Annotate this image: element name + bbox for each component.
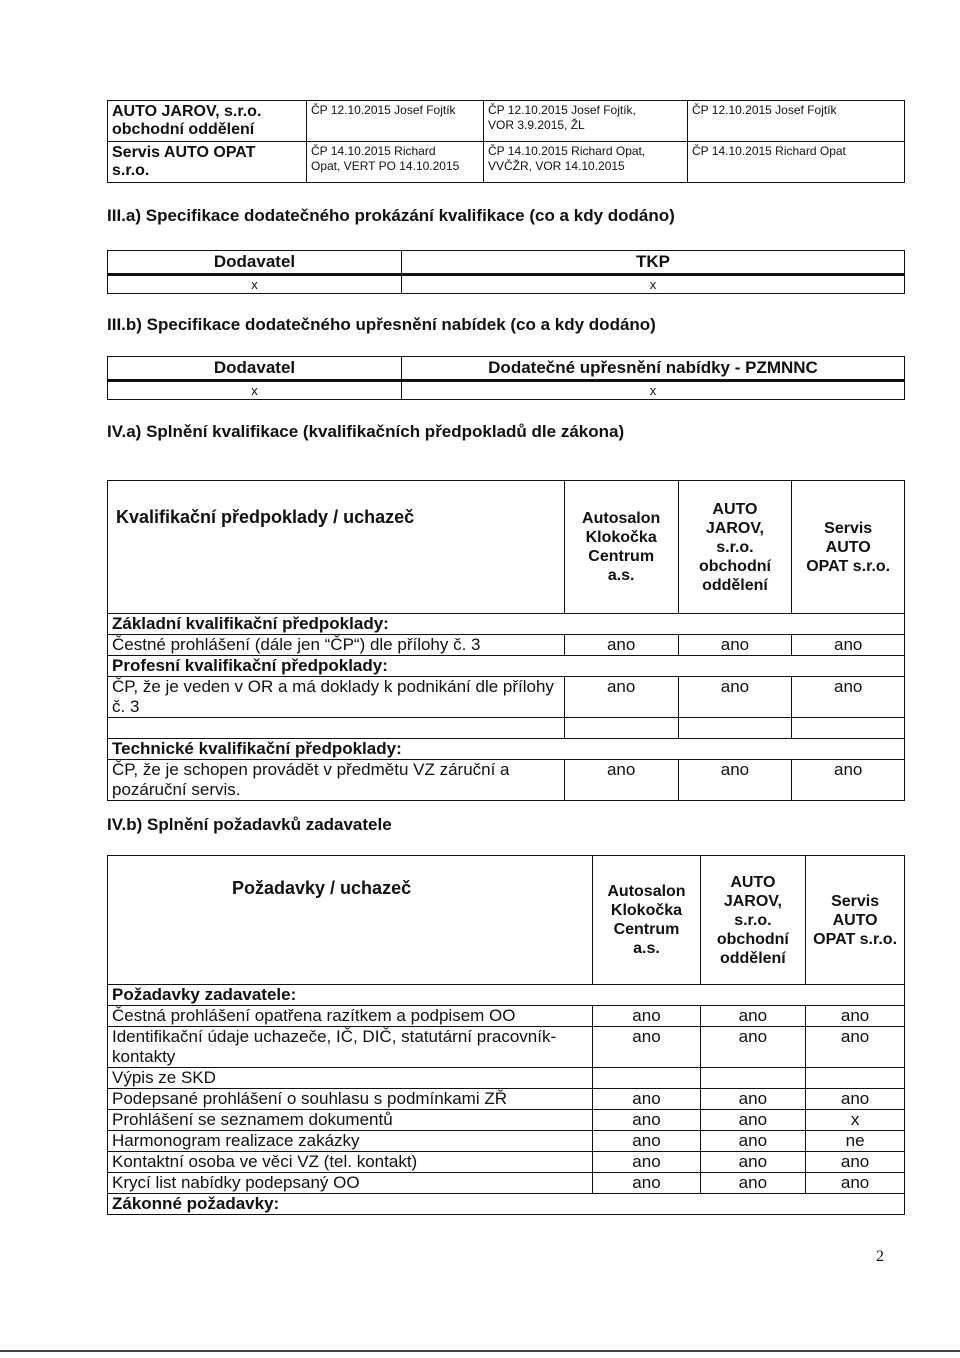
- row-value: [593, 1068, 700, 1089]
- row-value: ano: [564, 677, 678, 718]
- table-row: [108, 656, 905, 677]
- bidder-name-line: JAROV,: [723, 892, 782, 910]
- header-label: Kvalifikační předpoklady / uchazeč: [108, 481, 565, 614]
- top-table-cell-c1: [307, 101, 484, 142]
- top-table-cell-line: AUTO JAROV, s.r.o.: [112, 103, 262, 120]
- bidder-header: [564, 481, 678, 614]
- table-row: [108, 1068, 905, 1089]
- table-row: [108, 1131, 905, 1152]
- bidder-name-line: OPAT s.r.o.: [806, 557, 891, 575]
- bidder-name-line: Servis: [824, 519, 873, 537]
- top-table-cell-line: ČP 12.10.2015 Josef Fojtík,: [488, 103, 636, 117]
- top-table-row: [108, 101, 905, 142]
- section-3a-title: III.a) Specifikace dodatečného prokázání kvalifikace (co a kdy dodáno): [107, 206, 675, 225]
- top-table-cell-line: ČP 12.10.2015 Josef Fojtík: [692, 103, 837, 117]
- row-value: ano: [564, 760, 678, 801]
- row-value: ano: [700, 1110, 806, 1131]
- row-value: ano: [792, 635, 905, 656]
- top-table-cell-line: s.r.o.: [112, 162, 150, 179]
- row-value: [700, 1068, 806, 1089]
- top-table-cell-line: Opat, VERT PO 14.10.2015: [311, 159, 460, 173]
- table-row: [108, 760, 905, 801]
- top-table-cell-c2: [484, 142, 688, 183]
- section-3b-col2-value: x: [402, 381, 905, 400]
- table-row: [108, 1152, 905, 1173]
- section-3a-col1-value: x: [108, 275, 402, 294]
- section-3b-col1-value: x: [108, 381, 402, 400]
- top-table-cell-name: [108, 142, 307, 183]
- bidder-name-line: a.s.: [607, 567, 635, 584]
- section-4b-table: [107, 855, 905, 1215]
- row-value: ano: [593, 1110, 700, 1131]
- row-label: Podepsané prohlášení o souhlasu s podmínkami ZŘ: [108, 1089, 593, 1110]
- bidder-name-line: Autosalon: [582, 510, 661, 527]
- row-label: Prohlášení se seznamem dokumentů: [108, 1110, 593, 1131]
- bidder-name-line: obchodní: [698, 557, 771, 575]
- table-row: [108, 718, 905, 739]
- bidder-name-line: JAROV,: [705, 519, 764, 537]
- section-title: Profesní kvalifikační předpoklady:: [108, 656, 905, 677]
- top-table-cell-c1: [307, 142, 484, 183]
- row-value: ano: [593, 1006, 700, 1027]
- top-table-cell-line: ČP 14.10.2015 Richard: [311, 144, 436, 158]
- table-row: [108, 635, 905, 656]
- row-value: ano: [593, 1173, 700, 1194]
- spacer-cell: [792, 718, 905, 739]
- bidder-name-line: OPAT s.r.o.: [813, 930, 898, 948]
- top-table-cell-c2: [484, 101, 688, 142]
- top-table-cell-c3: [688, 101, 905, 142]
- row-value: ano: [700, 1131, 806, 1152]
- bidder-name-line: obchodní: [716, 930, 789, 948]
- bidder-name-line: a.s.: [633, 940, 660, 957]
- header-row: [108, 481, 905, 614]
- bidder-name-line: oddělení: [702, 576, 768, 594]
- table-row: [108, 1194, 905, 1215]
- section-3b-table: [107, 356, 905, 400]
- page-number: 2: [876, 1248, 884, 1265]
- bidder-name-line: s.r.o.: [716, 538, 754, 556]
- section-3a-col2-value: x: [402, 275, 905, 294]
- row-label: ČP, že je schopen provádět v předmětu VZ záruční a pozáruční servis.: [108, 760, 565, 801]
- bidder-header: [792, 481, 905, 614]
- row-label: ČP, že je veden v OR a má doklady k podnikání dle přílohy č. 3: [108, 677, 565, 718]
- bidder-name-line: AUTO: [825, 538, 871, 556]
- row-value: ano: [678, 760, 792, 801]
- row-value: ano: [806, 1152, 905, 1173]
- bidder-name-line: oddělení: [719, 949, 786, 967]
- row-label: Výpis ze SKD: [108, 1068, 593, 1089]
- table-row: [108, 1006, 905, 1027]
- section-3b-title: III.b) Specifikace dodatečného upřesnění nabídek (co a kdy dodáno): [107, 315, 656, 334]
- header-row: [108, 856, 905, 985]
- spacer-cell: [108, 718, 565, 739]
- row-value: ano: [806, 1027, 905, 1068]
- top-table-cell-line: ČP 14.10.2015 Richard Opat,: [488, 144, 646, 158]
- section-4a-table: [107, 480, 905, 801]
- row-value: [806, 1068, 905, 1089]
- row-value: ano: [700, 1173, 806, 1194]
- row-value: ano: [593, 1027, 700, 1068]
- top-table-cell-c3: [688, 142, 905, 183]
- table-row: [108, 1110, 905, 1131]
- page-bottom-edge: [0, 1350, 960, 1352]
- row-value: ano: [806, 1173, 905, 1194]
- spacer-cell: [678, 718, 792, 739]
- row-value: ne: [806, 1131, 905, 1152]
- header-label: Požadavky / uchazeč: [108, 856, 593, 985]
- row-value: ano: [678, 635, 792, 656]
- row-label: Čestná prohlášení opatřena razítkem a podpisem OO: [108, 1006, 593, 1027]
- section-3b-col1-header: Dodavatel: [108, 357, 402, 381]
- bidder-name-line: Klokočka: [585, 529, 657, 546]
- row-value: ano: [593, 1089, 700, 1110]
- top-table-cell-line: ČP 14.10.2015 Richard Opat: [692, 144, 846, 158]
- top-table-cell-line: obchodní oddělení: [112, 121, 255, 138]
- row-value: ano: [700, 1006, 806, 1027]
- row-value: x: [806, 1110, 905, 1131]
- row-value: ano: [806, 1089, 905, 1110]
- row-label: Harmonogram realizace zakázky: [108, 1131, 593, 1152]
- row-value: ano: [700, 1152, 806, 1173]
- bidder-header: [593, 856, 700, 985]
- table-row: [108, 1027, 905, 1068]
- row-label: Čestné prohlášení (dále jen “ČP“) dle přílohy č. 3: [108, 635, 565, 656]
- top-table-cell-line: VOR 3.9.2015, ŽL: [488, 118, 585, 132]
- bidder-name-line: Autosalon: [607, 883, 686, 900]
- table-row: [108, 985, 905, 1006]
- section-title: Technické kvalifikační předpoklady:: [108, 739, 905, 760]
- table-row: [108, 739, 905, 760]
- row-value: ano: [792, 677, 905, 718]
- table-row: [108, 677, 905, 718]
- section-3a-table: [107, 250, 905, 294]
- bidder-name-line: s.r.o.: [734, 911, 772, 929]
- bidder-header: [806, 856, 905, 985]
- section-3a-col2-header: TKP: [402, 251, 905, 275]
- top-table-cell-line: VVČŽR, VOR 14.10.2015: [488, 159, 625, 173]
- section-title: Zákonné požadavky:: [108, 1194, 905, 1215]
- section-title: Základní kvalifikační předpoklady:: [108, 614, 905, 635]
- bidder-name-line: Centrum: [613, 921, 680, 938]
- row-value: ano: [806, 1006, 905, 1027]
- bidder-name-line: AUTO: [712, 500, 758, 518]
- table-row: [108, 1089, 905, 1110]
- bidder-name-line: AUTO: [730, 873, 776, 891]
- bidder-name-line: Klokočka: [610, 902, 683, 919]
- row-value: ano: [678, 677, 792, 718]
- section-4b-title: IV.b) Splnění požadavků zadavatele: [107, 815, 392, 834]
- top-table-cell-line: Servis AUTO OPAT: [112, 144, 256, 161]
- row-value: ano: [593, 1131, 700, 1152]
- bidder-header: [678, 481, 792, 614]
- row-value: ano: [593, 1152, 700, 1173]
- row-label: Krycí list nabídky podepsaný OO: [108, 1173, 593, 1194]
- row-value: ano: [564, 635, 678, 656]
- row-value: ano: [700, 1089, 806, 1110]
- top-table-cell-line: ČP 12.10.2015 Josef Fojtík: [311, 103, 456, 117]
- bidder-name-line: AUTO: [832, 911, 878, 929]
- bidder-name-line: Servis: [831, 892, 880, 910]
- table-row: [108, 614, 905, 635]
- top-table: [107, 100, 905, 183]
- top-table-cell-name: [108, 101, 307, 142]
- section-3b-col2-header: Dodatečné upřesnění nabídky - PZMNNC: [402, 357, 905, 381]
- row-value: ano: [700, 1027, 806, 1068]
- bidder-header: [700, 856, 806, 985]
- bidder-name-line: Centrum: [588, 548, 655, 565]
- section-4a-title: IV.a) Splnění kvalifikace (kvalifikačních předpokladů dle zákona): [107, 422, 625, 441]
- section-3a-col1-header: Dodavatel: [108, 251, 402, 275]
- row-value: ano: [792, 760, 905, 801]
- section-title: Požadavky zadavatele:: [108, 985, 905, 1006]
- spacer-cell: [564, 718, 678, 739]
- row-label: Kontaktní osoba ve věci VZ (tel. kontakt): [108, 1152, 593, 1173]
- top-table-row: [108, 142, 905, 183]
- table-row: [108, 1173, 905, 1194]
- row-label: Identifikační údaje uchazeče, IČ, DIČ, statutární pracovník-kontakty: [108, 1027, 593, 1068]
